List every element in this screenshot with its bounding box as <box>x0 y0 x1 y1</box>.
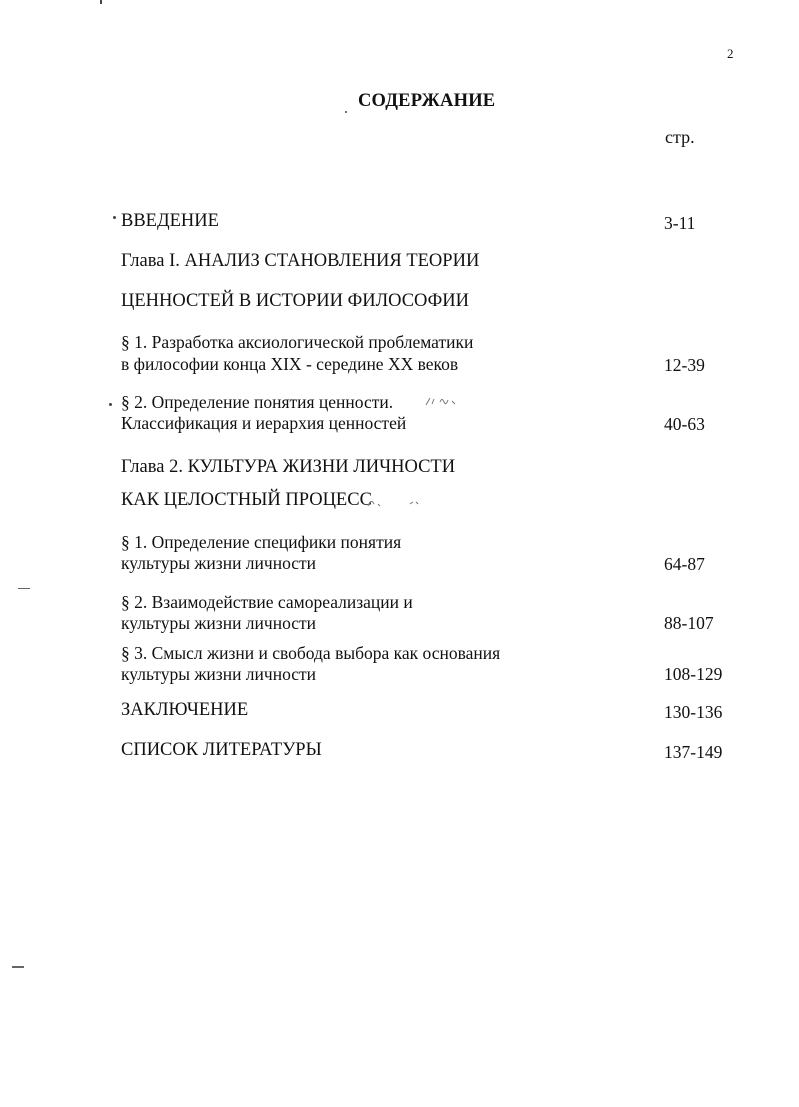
scan-speck <box>113 216 116 219</box>
page-column-label: стр. <box>665 127 695 147</box>
ch2-section1-line2: культуры жизни личности <box>121 553 317 573</box>
ch2-section2-line1: § 2. Взаимодействие самореализации и <box>121 592 413 612</box>
chapter1-title-line2: ЦЕННОСТЕЙ В ИСТОРИИ ФИЛОСОФИИ <box>121 291 469 311</box>
ch1-section2-line2: Классификация и иерархия ценностей <box>121 413 407 433</box>
ch2-section2-pages: 88-107 <box>664 613 714 633</box>
toc-conclusion-label: ЗАКЛЮЧЕНИЕ <box>121 700 249 720</box>
page-number: 2 <box>727 46 734 61</box>
toc-intro-pages: 3-11 <box>664 213 696 233</box>
toc-bibliography-label: СПИСОК ЛИТЕРАТУРЫ <box>121 740 322 760</box>
ch2-section3-line2: культуры жизни личности <box>121 664 317 684</box>
scan-speck <box>100 0 102 4</box>
toc-intro-label: ВВЕДЕНИЕ <box>121 211 219 231</box>
ch1-section1-pages: 12-39 <box>664 355 705 375</box>
scan-mark <box>12 966 24 968</box>
scan-speck <box>109 403 112 406</box>
toc-conclusion-pages: 130-136 <box>664 702 723 722</box>
ch2-section3-pages: 108-129 <box>664 664 723 684</box>
ch1-section2-pages: 40-63 <box>664 414 705 434</box>
ch2-section1-line1: § 1. Определение специфики понятия <box>121 532 402 552</box>
chapter2-title-line1: Глава 2. КУЛЬТУРА ЖИЗНИ ЛИЧНОСТИ <box>121 457 456 477</box>
chapter2-title-line2: КАК ЦЕЛОСТНЫЙ ПРОЦЕСС <box>121 490 372 510</box>
pencil-scribble <box>366 490 426 512</box>
toc-bibliography-pages: 137-149 <box>664 742 723 762</box>
ch2-section2-line2: культуры жизни личности <box>121 613 317 633</box>
chapter1-title-line1: Глава I. АНАЛИЗ СТАНОВЛЕНИЯ ТЕОРИИ <box>121 251 480 271</box>
ch1-section2-line1: § 2. Определение понятия ценности. <box>121 392 394 412</box>
ch1-section1-line2: в философии конца XIX - середине XX веков <box>121 354 459 374</box>
ch2-section1-pages: 64-87 <box>664 554 705 574</box>
pencil-scribble <box>424 395 464 409</box>
page-title: СОДЕРЖАНИЕ <box>358 91 496 111</box>
scan-mark <box>18 588 30 589</box>
ch1-section1-line1: § 1. Разработка аксиологической проблематики <box>121 332 474 352</box>
scan-speck <box>345 111 347 113</box>
ch2-section3-line1: § 3. Смысл жизни и свобода выбора как основания <box>121 643 501 663</box>
